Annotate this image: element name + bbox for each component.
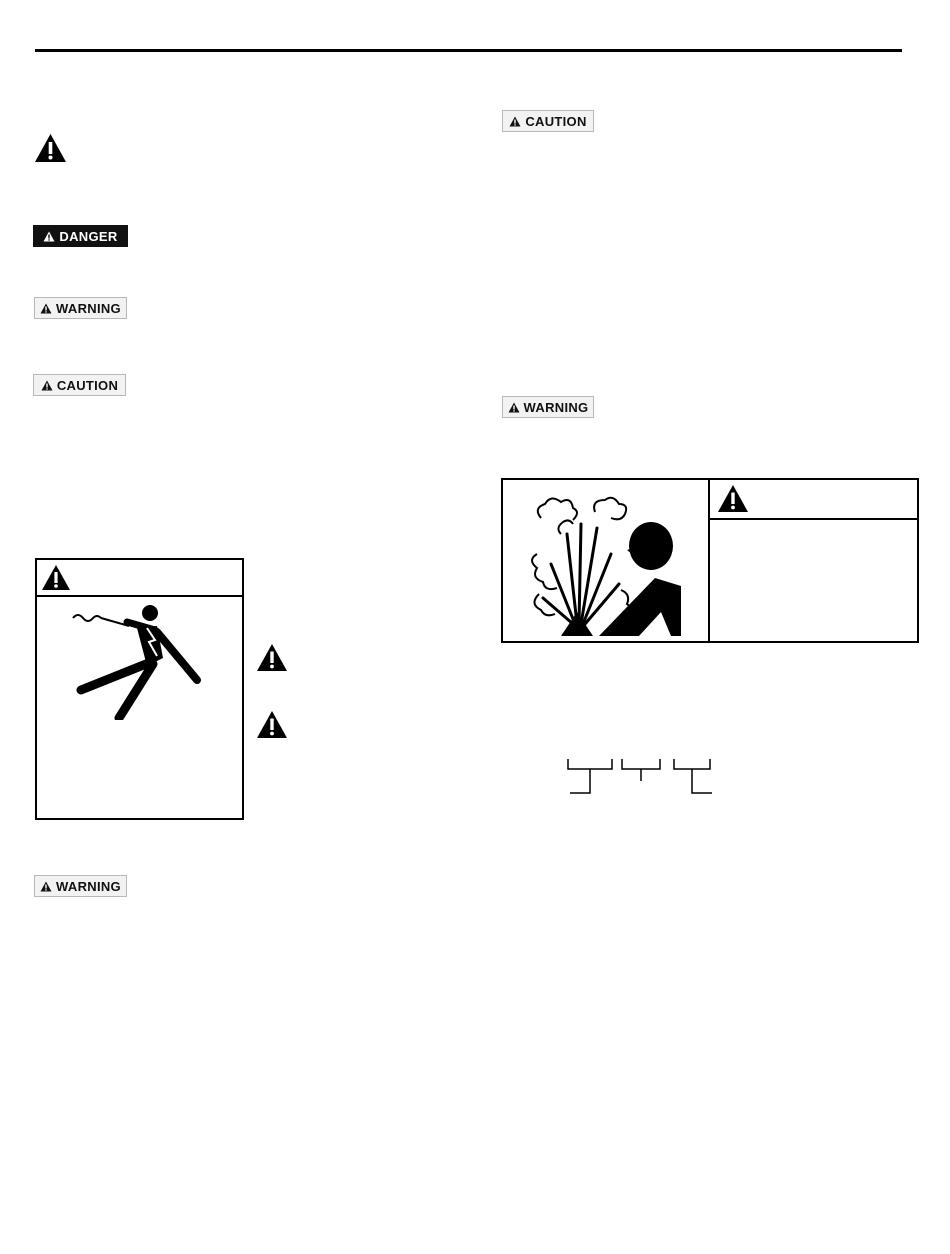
caution-badge-label: CAUTION (525, 113, 587, 129)
electric-shock-warning-box (35, 558, 244, 820)
alert-triangle-icon (41, 380, 53, 391)
caution-badge (502, 110, 594, 132)
safety-alert-icon (256, 643, 288, 672)
safety-alert-icon (256, 710, 288, 739)
caution-badge (33, 374, 126, 396)
warning-badge-label: WARNING (523, 399, 589, 415)
code-breakdown-brackets (560, 753, 720, 799)
electric-shock-box-header (37, 560, 242, 597)
explosion-warning-box (501, 478, 919, 643)
safety-alert-icon (34, 133, 67, 163)
warning-badge-label: WARNING (56, 300, 121, 316)
warning-badge-label: WARNING (56, 878, 121, 894)
explosion-hazard-icon (531, 494, 681, 636)
caution-badge-label: CAUTION (56, 377, 119, 393)
electric-shock-icon (67, 600, 207, 720)
danger-badge-label: DANGER (59, 228, 118, 244)
alert-triangle-icon (43, 231, 55, 242)
warning-badge (502, 396, 594, 418)
alert-triangle-icon (509, 116, 521, 127)
safety-alert-icon (41, 564, 71, 591)
warning-badge (34, 297, 127, 319)
alert-triangle-icon (40, 303, 52, 314)
alert-triangle-icon (508, 402, 520, 413)
alert-triangle-icon (40, 881, 52, 892)
header-rule (35, 49, 902, 52)
danger-badge (33, 225, 128, 247)
safety-alert-icon (717, 484, 749, 513)
explosion-box-header (708, 480, 917, 520)
warning-badge (34, 875, 127, 897)
